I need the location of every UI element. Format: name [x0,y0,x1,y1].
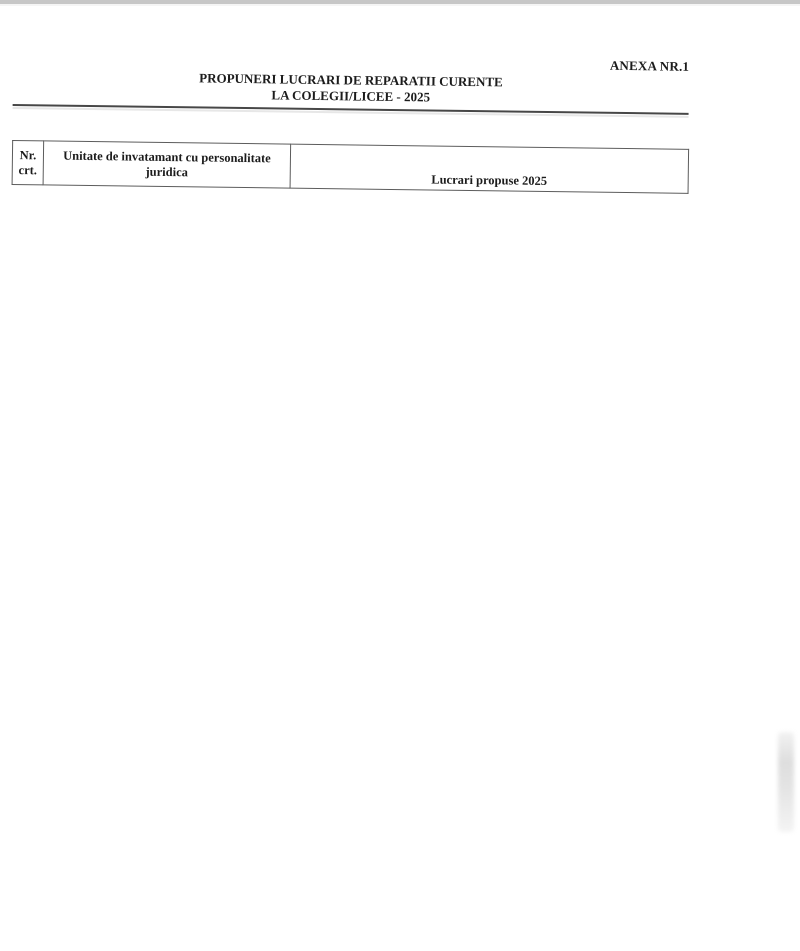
col-header-works: Lucrari propuse 2025 [290,144,689,193]
col-header-nr: Nr. crt. [12,140,44,184]
table-header-row [12,140,689,193]
title-line-2: LA COLEGII/LICEE - 2025 [271,87,431,105]
title-line-1: PROPUNERI LUCRARI DE REPARATII CURENTE [199,70,503,90]
document-page [12,0,690,194]
repairs-table [12,140,690,194]
document-title [13,68,689,109]
scan-artifact [778,732,794,832]
annex-label: ANEXA NR.1 [609,57,690,74]
col-header-unit: Unitate de invatamant cu personalitate juridica [43,141,291,188]
